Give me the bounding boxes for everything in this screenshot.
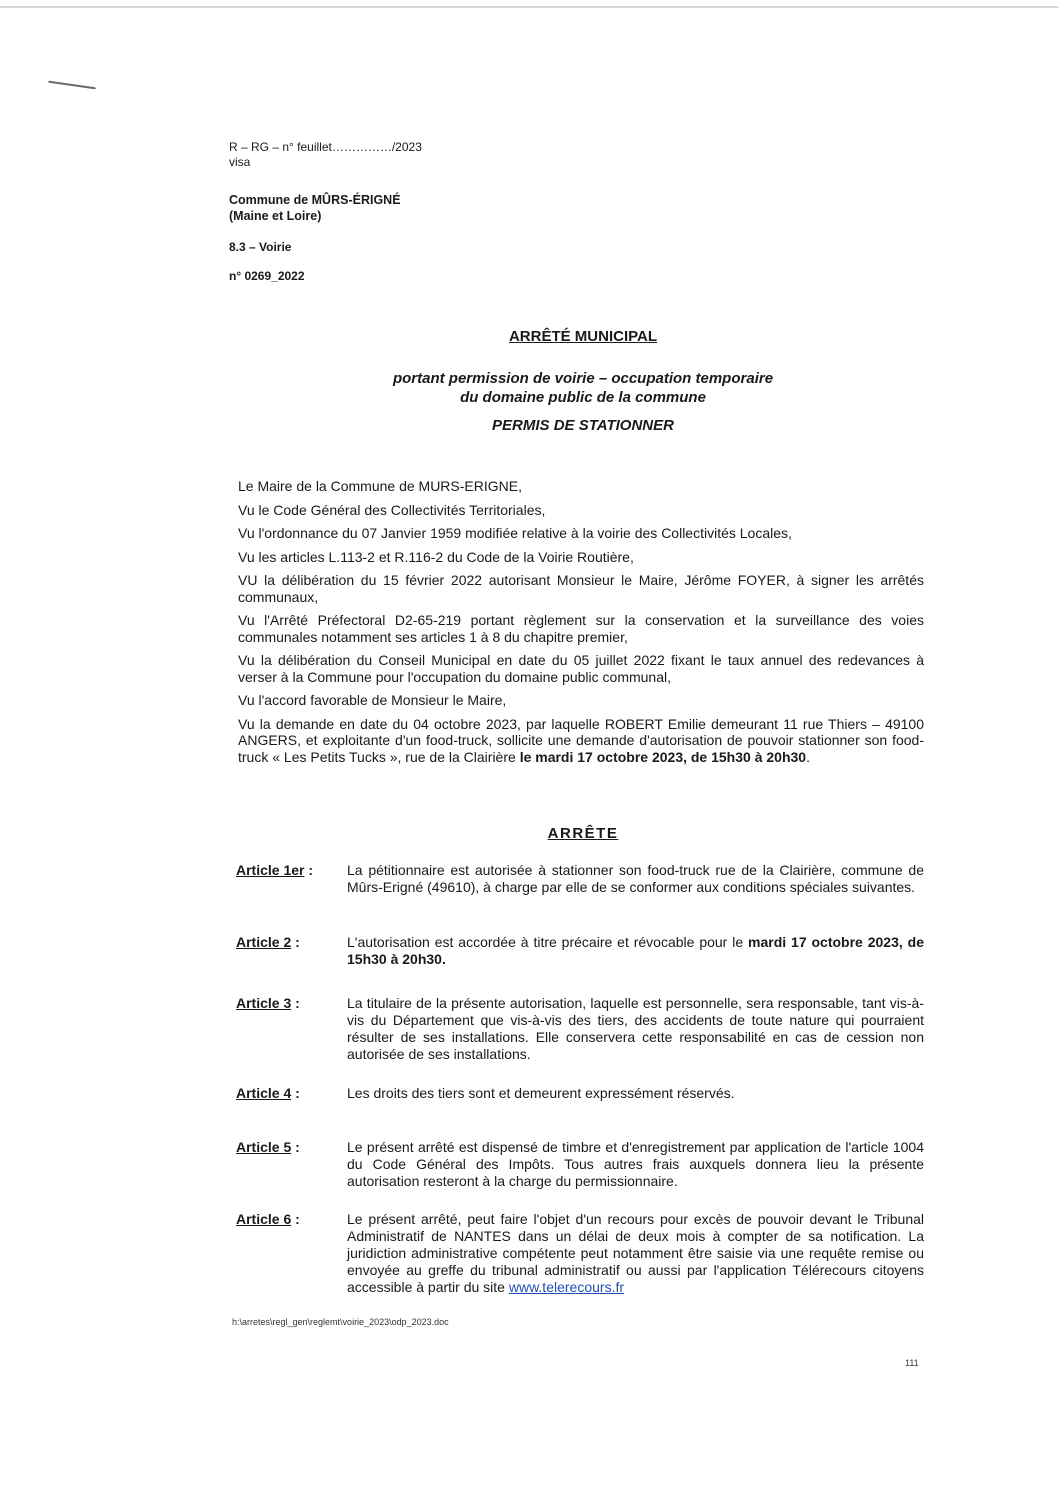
visa-label: visa: [229, 155, 251, 169]
article-text-body: L'autorisation est accordée à titre précaire et révocable pour le: [347, 934, 749, 950]
scan-mark: [48, 81, 96, 90]
file-path: h:\arretes\regl_gen\reglemt\voirie_2023\odp_2023.doc: [232, 1317, 449, 1327]
telerecours-link[interactable]: www.telerecours.fr: [508, 1279, 625, 1295]
article-text: [347, 934, 924, 968]
visa-paragraph: VU la délibération du 15 février 2022 autorisant Monsieur le Maire, Jérôme FOYER, à signer les arrêtés communaux,: [238, 572, 924, 605]
commune-department: (Maine et Loire): [229, 209, 322, 223]
article-text: La pétitionnaire est autorisée à stationner son food-truck rue de la Clairière, commune de Mûrs-Erigné (49610), à charge par elle de se conformer aux conditions spéciales suivantes.: [347, 862, 924, 895]
commune-name: Commune de MÛRS-ÉRIGNÉ: [229, 193, 401, 207]
article-text-body: Le présent arrêté, peut faire l'objet d'un recours pour excès de pouvoir devant le Tribunal Administratif de NANTES dans un délai de deux mois à compter de sa notification. La juridiction administrative compétente peut notamment être saisie via une requête remise ou envoyée au greffe du tribunal administratif ou aussi par l'application Télérecours citoyens accessible à partir du site: [347, 1211, 924, 1295]
demande-text: Vu la demande en date du 04 octobre 2023, par laquelle ROBERT Emilie demeurant 11 rue Thiers – 49100 ANGERS, et exploitante d'un food-truck, sollicite une demande d'autorisation de pouvoir stationner son food-truck « Les Petits Tucks », rue de la Clairière: [238, 715, 924, 765]
article-label: [236, 995, 347, 1063]
visa-paragraph: Vu la délibération du Conseil Municipal en date du 05 juillet 2022 fixant le taux annuel des redevances à verser à la Commune pour l'occupation du domaine public communal,: [238, 652, 924, 685]
permit-heading: PERMIS DE STATIONNER: [492, 417, 674, 434]
article-label: [236, 934, 347, 968]
article-5: [236, 1139, 924, 1190]
article-text: La titulaire de la présente autorisation, laquelle est personnelle, sera responsable, tant vis-à-vis du Département que vis-à-vis des tiers, des accidents de toute nature qui pourraient résulter de ses installations. Elle conservera cette responsabilité en cas de cession non autorisée de ses installations.: [347, 995, 924, 1062]
article-label-text: Article 4: [236, 1085, 292, 1101]
commune-block: [229, 192, 401, 224]
article-label-text: Article 5: [236, 1139, 292, 1155]
demande-date: le mardi 17 octobre 2023, de 15h30 à 20h30: [519, 748, 807, 765]
article-label: [236, 862, 347, 896]
visas-section: [238, 478, 924, 772]
scan-top-edge: [0, 6, 1058, 8]
article-label-sep: :: [304, 862, 314, 878]
visa-paragraph: Vu l'Arrêté Préfectoral D2-65-219 portant règlement sur la conservation et la surveillance des voies communales notamment ses articles 1 à 8 du chapitre premier,: [238, 612, 924, 645]
subtitle-line-2: du domaine public de la commune: [460, 389, 706, 406]
article-label-text: Article 3: [236, 995, 292, 1011]
category-label: 8.3 – Voirie: [229, 240, 292, 254]
article-label-sep: :: [291, 934, 300, 950]
article-label-text: Article 1er: [236, 862, 305, 878]
reference-block: [229, 140, 422, 170]
article-label-text: Article 2: [236, 934, 292, 950]
visa-paragraph: Vu les articles L.113-2 et R.116-2 du Code de la Voirie Routière,: [238, 548, 634, 565]
visa-paragraph: Le Maire de la Commune de MURS-ERIGNE,: [238, 478, 522, 494]
article-text: [347, 1211, 924, 1296]
document-subtitle: [0, 369, 1058, 407]
article-label: [236, 1085, 347, 1102]
demande-end: .: [806, 748, 810, 765]
article-label-sep: :: [291, 1139, 300, 1155]
article-label-sep: :: [291, 1211, 300, 1227]
decree-number: n° 0269_2022: [229, 269, 305, 283]
visa-paragraph: Vu l'ordonnance du 07 Janvier 1959 modifiée relative à la voirie des Collectivités Locales,: [238, 525, 792, 541]
article-label: [236, 1139, 347, 1190]
visa-paragraph: Vu l'accord favorable de Monsieur le Maire,: [238, 692, 507, 708]
article-4: [236, 1085, 924, 1102]
demande-paragraph: [238, 716, 924, 766]
arrete-heading: ARRÊTE: [547, 825, 619, 842]
article-label-text: Article 6: [236, 1211, 292, 1227]
article-1: [236, 862, 924, 896]
page-number: 111: [905, 1358, 919, 1368]
reference-line: R – RG – n° feuillet……………/2023: [229, 140, 422, 154]
article-text-date: mardi 17 octobre 2023, de 15h30 à 20h30.: [347, 934, 924, 967]
visa-paragraph: Vu le Code Général des Collectivités Territoriales,: [238, 501, 546, 518]
article-text: Le présent arrêté est dispensé de timbre et d'enregistrement par application de l'article 1004 du Code Général des Impôts. Tous autres frais auxquels donnera lieu la présente autorisation resteront à la charge du permissionnaire.: [347, 1139, 924, 1189]
article-label-sep: :: [291, 995, 300, 1011]
article-text: Les droits des tiers sont et demeurent expressément réservés.: [347, 1085, 735, 1101]
document-title: ARRÊTÉ MUNICIPAL: [508, 328, 658, 345]
article-3: [236, 995, 924, 1063]
article-2: [236, 934, 924, 968]
article-label: [236, 1211, 347, 1296]
article-6: [236, 1211, 924, 1296]
subtitle-line-1: portant permission de voirie – occupation temporaire: [392, 370, 774, 387]
article-label-sep: :: [291, 1085, 300, 1101]
